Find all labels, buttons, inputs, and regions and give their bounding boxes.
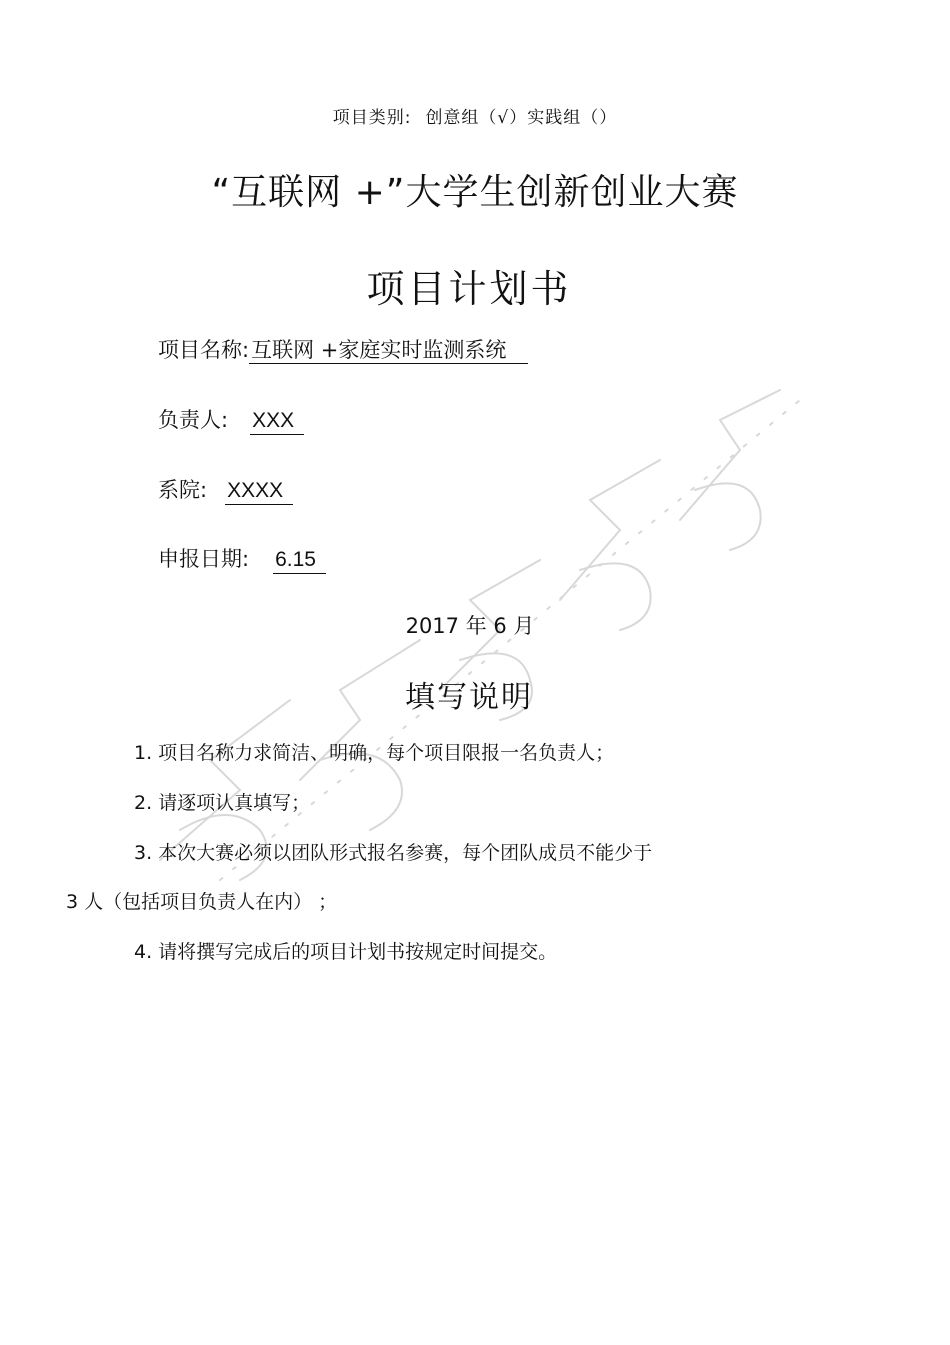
instruction-item-3: 3. 本次大赛必须以团队形式报名参赛，每个团队成员不能少于 xyxy=(134,842,653,864)
field-leader xyxy=(158,404,304,435)
competition-title: “互联网 +”大学生创新创业大赛 xyxy=(211,172,739,213)
category-options: 创意组（√）实践组（） xyxy=(425,108,618,128)
field-department xyxy=(158,474,293,505)
leader-value: XXX xyxy=(250,408,304,435)
category-label: 项目类别: xyxy=(332,108,412,128)
instruction-item-3-continued: 3 人（包括项目负责人在内） ； xyxy=(66,891,338,913)
document-title: 项目计划书 xyxy=(366,267,572,311)
instruction-item-4: 4. 请将撰写完成后的项目计划书按规定时间提交。 xyxy=(134,941,558,963)
field-apply-date xyxy=(158,543,326,574)
instructions-heading: 填写说明 xyxy=(405,680,533,715)
leader-label: 负责人: xyxy=(158,408,229,432)
department-value: XXXX xyxy=(225,478,293,505)
apply-date-label: 申报日期: xyxy=(158,547,250,571)
field-project-name xyxy=(158,334,528,364)
project-name-value: 互联网 +家庭实时监测系统 xyxy=(249,337,528,364)
project-name-label: 项目名称: xyxy=(158,338,250,362)
apply-date-value: 6.15 xyxy=(273,547,326,574)
instruction-item-1: 1. 项目名称力求简洁、明确，每个项目限报一名负责人； xyxy=(134,742,615,764)
department-label: 系院: xyxy=(158,478,208,502)
instruction-item-2: 2. 请逐项认真填写； xyxy=(134,792,311,814)
project-category xyxy=(0,103,950,128)
document-date: 2017 年 6 月 xyxy=(405,614,535,638)
